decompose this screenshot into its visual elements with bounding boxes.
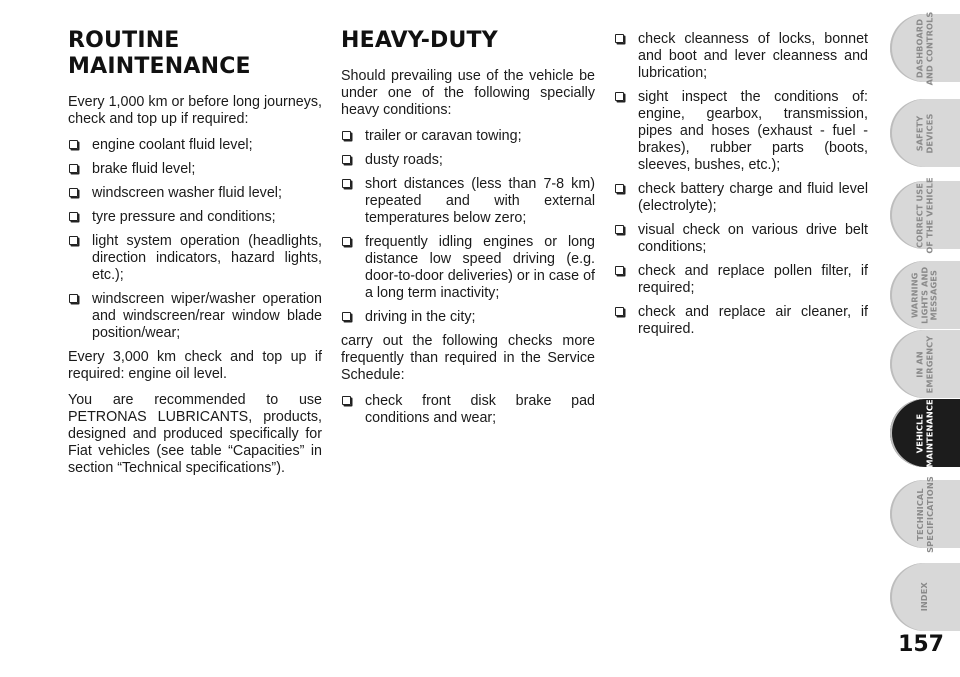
tab-safety-devices[interactable]: SAFETY DEVICES [890,99,960,167]
checkbox-bullet-icon [342,179,351,188]
routine-intro: Every 1,000 km or before long journeys, check and top up if required: [68,94,322,127]
list-item: check and replace air cleaner, if required. [614,304,868,338]
list-item: windscreen wiper/washer operation and windscreen/rear window blade position/wear; [68,291,322,342]
list-item: short distances (less than 7-8 km) repeated and with external temperatures below zero; [341,176,595,227]
title-line-2: MAINTENANCE [68,54,251,79]
checks-list [614,31,868,338]
routine-lubricants-note: You are recommended to use PETRONAS LUBRICANTS, products, designed and produced specifically for Fiat vehicles (see table “Capacities” in section “Technical specifications”). [68,392,322,476]
routine-3000km-note: Every 3,000 km check and top up if required: engine oil level. [68,349,322,382]
heavy-duty-carry-out: carry out the following checks more frequently than required in the Service Schedule: [341,333,595,383]
list-item: engine coolant fluid level; [68,137,322,154]
tab-dashboard-and-controls[interactable]: DASHBOARD AND CONTROLS [890,14,960,82]
list-item: visual check on various drive belt conditions; [614,222,868,256]
list-item: driving in the city; [341,309,595,326]
page-number: 157 [898,632,944,657]
tab-vehicle-maintenance[interactable]: VEHICLE MAINTENANCE [890,399,960,467]
list-item: check battery charge and fluid level (electrolyte); [614,181,868,215]
tab-correct-use[interactable]: CORRECT USE OF THE VEHICLE [890,181,960,249]
routine-checklist [68,137,322,342]
checkbox-bullet-icon [615,92,624,101]
heavy-duty-conditions [341,128,595,326]
list-item: sight inspect the conditions of: engine, gearbox, transmission, pipes and hoses (exhaust - fuel - brakes), rubber parts (boots, sleeves, bushes, etc.); [614,89,868,174]
list-item: windscreen washer fluid level; [68,185,322,202]
list-item: check cleanness of locks, bonnet and boot and lever cleanness and lubrication; [614,31,868,82]
checkbox-bullet-icon [342,237,351,246]
checkbox-bullet-icon [342,155,351,164]
checkbox-bullet-icon [69,188,78,197]
heavy-duty-checks [341,393,595,427]
heavy-duty-title: HEAVY-DUTY [341,28,498,53]
checkbox-bullet-icon [615,266,624,275]
checkbox-bullet-icon [615,225,624,234]
list-item: trailer or caravan towing; [341,128,595,145]
checkbox-bullet-icon [615,34,624,43]
checkbox-bullet-icon [342,396,351,405]
list-item: check and replace pollen filter, if required; [614,263,868,297]
routine-maintenance-section [68,28,322,486]
checks-continued-section [614,31,868,345]
heavy-duty-section [341,28,595,434]
tab-index[interactable]: INDEX [890,563,960,631]
checkbox-bullet-icon [615,307,624,316]
section-tabs [880,0,960,677]
list-item: check front disk brake pad conditions and wear; [341,393,595,427]
list-item: tyre pressure and conditions; [68,209,322,226]
checkbox-bullet-icon [342,131,351,140]
routine-maintenance-title [68,28,322,80]
checkbox-bullet-icon [615,184,624,193]
checkbox-bullet-icon [69,164,78,173]
checkbox-bullet-icon [342,312,351,321]
tab-technical-specifications[interactable]: TECHNICAL SPECIFICATIONS [890,480,960,548]
list-item: frequently idling engines or long distance low speed driving (e.g. door-to-door deliveries) or in case of a long term inactivity; [341,234,595,302]
checkbox-bullet-icon [69,140,78,149]
list-item: dusty roads; [341,152,595,169]
checkbox-bullet-icon [69,236,78,245]
list-item: brake fluid level; [68,161,322,178]
checkbox-bullet-icon [69,212,78,221]
title-line-1: ROUTINE [68,28,180,53]
heavy-duty-intro: Should prevailing use of the vehicle be under one of the following specially heavy conditions: [341,68,595,118]
tab-in-an-emergency[interactable]: IN AN EMERGENCY [890,330,960,398]
checkbox-bullet-icon [69,294,78,303]
list-item: light system operation (headlights, direction indicators, hazard lights, etc.); [68,233,322,284]
tab-warning-lights[interactable]: WARNING LIGHTS AND MESSAGES [890,261,960,329]
